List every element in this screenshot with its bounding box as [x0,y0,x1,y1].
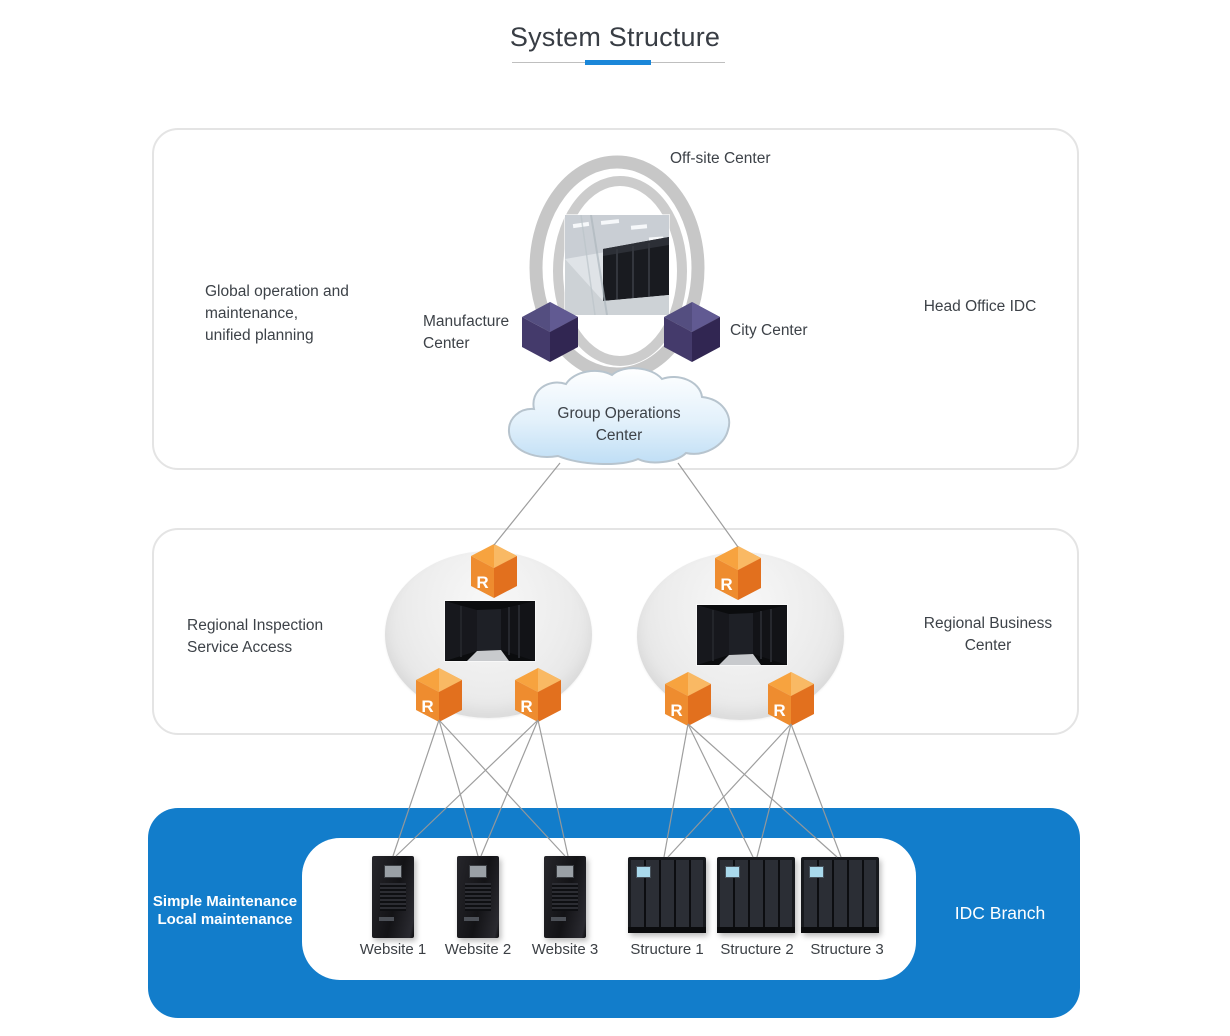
rack-base [628,927,706,933]
datacenter-photo [565,215,669,315]
tower-badge [379,917,394,921]
label-line: Simple Maintenance [152,893,298,910]
branch-note [123,893,327,929]
city-center-label: City Center [730,322,808,339]
label-line: Regional Business [923,615,1053,632]
rack-base [717,927,795,933]
label-line: Local maintenance [157,911,293,928]
rack-screen [636,866,651,878]
svg-text:R: R [670,701,683,720]
regional-right-label [917,613,1059,657]
server-room-photo-left [445,601,535,661]
offsite-center-label: Off-site Center [670,150,771,167]
router-cube-icon [415,667,463,723]
server-room-photo-right [697,605,787,665]
manufacture-center-label [423,311,509,355]
server-label: Website 3 [531,941,599,958]
note-line: maintenance, [205,305,299,322]
server-rack [628,857,706,933]
tower-screen [469,865,487,878]
server-rack [717,857,795,933]
tower-vent [552,883,578,911]
router-cube-icon [664,671,712,727]
head-office-note [205,281,349,347]
router-cube-icon [514,667,562,723]
cloud-label-line2: Center [595,427,643,444]
svg-text:R: R [476,573,489,592]
label-line: Manufacture [423,313,510,330]
server-tower [544,856,586,938]
svg-text:R: R [773,701,786,720]
tower-screen [384,865,402,878]
svg-text:R: R [720,575,733,594]
server-label: Structure 3 [810,941,884,958]
cloud-label-line1: Group Operations [557,405,681,422]
note-line: unified planning [205,327,314,344]
tower-badge [551,917,566,921]
router-cube-icon [767,671,815,727]
idc-branch-label: IDC Branch [954,903,1046,923]
tower-vent [380,883,406,911]
page-title: System Structure [509,22,721,52]
note-line: Global operation and [205,283,349,300]
rack-screen [725,866,740,878]
server-rack [801,857,879,933]
server-tower [457,856,499,938]
server-label: Structure 2 [720,941,794,958]
tower-badge [464,917,479,921]
label-line: Center [964,637,1012,654]
regional-left-label [187,615,323,659]
router-cube-icon [470,543,518,599]
city-cube-icon [663,301,721,363]
title-underline-accent [585,60,651,65]
label-line: Regional Inspection [187,617,324,634]
server-tower [372,856,414,938]
tower-vent [465,883,491,911]
label-line: Center [423,335,470,352]
svg-text:R: R [421,697,434,716]
head-office-label: Head Office IDC [923,298,1037,315]
server-label: Website 2 [444,941,512,958]
tower-screen [556,865,574,878]
rack-base [801,927,879,933]
svg-text:R: R [520,697,533,716]
server-label: Website 1 [359,941,427,958]
router-cube-icon [714,545,762,601]
label-line: Service Access [187,639,293,656]
rack-screen [809,866,824,878]
server-label: Structure 1 [630,941,704,958]
manufacture-cube-icon [521,301,579,363]
